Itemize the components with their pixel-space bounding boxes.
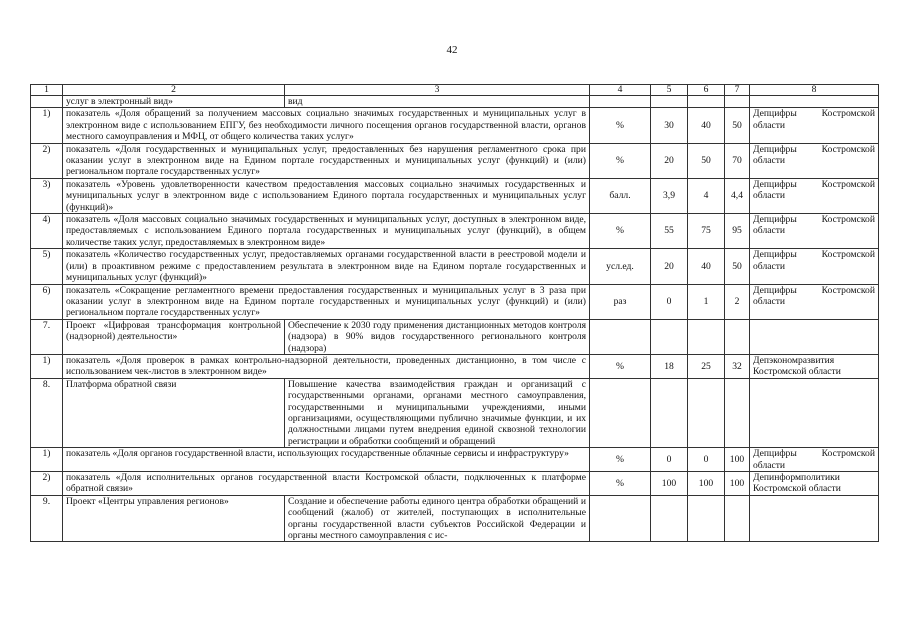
row-description: показатель «Доля исполнительных органов государственной власти Костромской области, подключенных к платформе обратной связи» (63, 472, 590, 496)
row-description: показатель «Доля государственных и муниципальных услуг, предоставленных без нарушения регламентного срока при оказании услуг в электронном виде на Едином портале государственных и муниципальных услуг (функций) и (или) региональном портале государственных услуг» (63, 143, 590, 178)
row-unit: раз (590, 284, 651, 319)
row-description: показатель «Доля обращений за получением массовых социально значимых государственных и муниципальных услуг в электронном виде с использованием ЕПГУ, без необходимости личного посещения органов государственной власти, органов местного самоуправления и МФЦ, от общего количества таких услуг» (63, 108, 590, 143)
row-description: услуг в электронный вид» (63, 96, 285, 108)
row-value-1 (651, 495, 688, 542)
row-value-2: 0 (688, 448, 725, 472)
row-responsible (750, 378, 879, 447)
row-description: показатель «Доля проверок в рамках контрольно-надзорной деятельности, проведенных дистанционно, в том числе с использованием чек-листов в электронном виде» (63, 354, 590, 378)
row-value-2 (688, 96, 725, 108)
row-value-1: 18 (651, 354, 688, 378)
row-value-2: 50 (688, 143, 725, 178)
row-value-3 (725, 495, 750, 542)
row-description: показатель «Доля массовых социально значимых государственных и муниципальных услуг, доступных в электронном виде, предоставляемых с использованием Единого портала государственных и муниципальных услуг (функций), в общем количестве таких услуг, предоставляемых в электронном виде» (63, 214, 590, 249)
header-row (31, 85, 879, 96)
row-value-1 (651, 378, 688, 447)
column-header: 1 (31, 85, 63, 96)
table-row (31, 495, 879, 542)
row-value-1: 100 (651, 472, 688, 496)
row-value-2 (688, 495, 725, 542)
row-description: показатель «Сокращение регламентного времени предоставления государственных и муниципальных услуг в 3 раза при оказании услуг в электронном виде на Едином портале государственных и муниципальных услуг (функций) и (или) региональном портале государственных услуг» (63, 284, 590, 319)
row-value-2: 40 (688, 108, 725, 143)
row-responsible: Депцифры Костромской области (750, 249, 879, 284)
row-unit: % (590, 108, 651, 143)
column-header: 8 (750, 85, 879, 96)
row-responsible: Депэкономразвития Костромской области (750, 354, 879, 378)
column-header: 4 (590, 85, 651, 96)
row-value-3 (725, 378, 750, 447)
table-row (31, 178, 879, 213)
column-header: 6 (688, 85, 725, 96)
row-description: Проект «Центры управления регионов» (63, 495, 285, 542)
row-number: 1) (31, 354, 63, 378)
table-row (31, 108, 879, 143)
row-description: показатель «Уровень удовлетворенности качеством предоставления массовых социально значимых государственных и муниципальных услуг в электронном виде с использованием Единого портала государственных и муниципальных услуг (функций)» (63, 178, 590, 213)
row-description: показатель «Доля органов государственной власти, использующих государственные облачные сервисы и инфраструктуру» (63, 448, 590, 472)
row-unit (590, 319, 651, 354)
row-result: Создание и обеспечение работы единого центра обработки обращений и сообщений (жалоб) от жителей, поступающих в исполнительные органы государственной власти субъектов Российской Федерации и органы местного самоуправления с ис- (285, 495, 590, 542)
table-row (31, 448, 879, 472)
row-value-1: 20 (651, 249, 688, 284)
row-unit (590, 96, 651, 108)
row-unit: % (590, 143, 651, 178)
row-number: 7. (31, 319, 63, 354)
row-value-2 (688, 319, 725, 354)
row-value-2: 40 (688, 249, 725, 284)
row-responsible: Депцифры Костромской области (750, 178, 879, 213)
row-value-3 (725, 319, 750, 354)
row-responsible (750, 96, 879, 108)
table-row (31, 284, 879, 319)
table-row (31, 214, 879, 249)
row-value-1: 30 (651, 108, 688, 143)
row-value-3: 4,4 (725, 178, 750, 213)
row-value-3: 2 (725, 284, 750, 319)
row-unit: балл. (590, 178, 651, 213)
row-number: 2) (31, 472, 63, 496)
row-responsible: Депинформполитики Костромской области (750, 472, 879, 496)
row-description: Платформа обратной связи (63, 378, 285, 447)
column-header: 2 (63, 85, 285, 96)
row-number: 5) (31, 249, 63, 284)
row-result: Повышение качества взаимодействия граждан и организаций с государственными органами, органами местного самоуправления, государственными и муниципальными учреждениями, иными организациями, осуществляющими публично значимые функции, и их должностными лицами путем внедрения единой сквозной технологии регистрации и обработки сообщений и обращений (285, 378, 590, 447)
row-result: Обеспечение к 2030 году применения дистанционных методов контроля (надзора) в 90% видов государственного регионального контроля (надзора) (285, 319, 590, 354)
table-row (31, 319, 879, 354)
row-value-3: 100 (725, 472, 750, 496)
row-value-3: 50 (725, 249, 750, 284)
row-unit: % (590, 472, 651, 496)
row-value-1: 0 (651, 284, 688, 319)
table-row (31, 378, 879, 447)
table-row (31, 96, 879, 108)
page-number: 42 (446, 44, 458, 56)
row-value-3: 95 (725, 214, 750, 249)
row-value-3: 100 (725, 448, 750, 472)
row-unit (590, 378, 651, 447)
row-value-3: 32 (725, 354, 750, 378)
row-result: вид (285, 96, 590, 108)
row-description: Проект «Цифровая трансформация контрольной (надзорной) деятельности» (63, 319, 285, 354)
row-number: 9. (31, 495, 63, 542)
row-number: 8. (31, 378, 63, 447)
row-responsible (750, 319, 879, 354)
row-value-1: 55 (651, 214, 688, 249)
row-unit: усл.ед. (590, 249, 651, 284)
column-header: 5 (651, 85, 688, 96)
row-unit: % (590, 448, 651, 472)
row-value-1: 0 (651, 448, 688, 472)
row-value-1: 20 (651, 143, 688, 178)
data-table (30, 84, 879, 542)
row-value-2: 1 (688, 284, 725, 319)
row-value-3 (725, 96, 750, 108)
row-number: 2) (31, 143, 63, 178)
row-responsible (750, 495, 879, 542)
row-value-2: 75 (688, 214, 725, 249)
row-number: 4) (31, 214, 63, 249)
row-number: 1) (31, 448, 63, 472)
row-value-2: 100 (688, 472, 725, 496)
row-unit (590, 495, 651, 542)
row-value-2: 4 (688, 178, 725, 213)
row-value-3: 50 (725, 108, 750, 143)
row-value-2: 25 (688, 354, 725, 378)
row-number: 3) (31, 178, 63, 213)
row-value-1 (651, 319, 688, 354)
row-value-3: 70 (725, 143, 750, 178)
row-responsible: Депцифры Костромской области (750, 284, 879, 319)
table-row (31, 143, 879, 178)
table-row (31, 354, 879, 378)
row-responsible: Депцифры Костромской области (750, 143, 879, 178)
column-header: 3 (285, 85, 590, 96)
row-value-1: 3,9 (651, 178, 688, 213)
row-number: 1) (31, 108, 63, 143)
table-row (31, 472, 879, 496)
row-description: показатель «Количество государственных услуг, предоставляемых органами государственной власти в реестровой модели и (или) в проактивном режиме с предоставлением результата в электронном виде на Едином портале государственных и муниципальных услуг (функций)» (63, 249, 590, 284)
column-header: 7 (725, 85, 750, 96)
row-responsible: Депцифры Костромской области (750, 108, 879, 143)
table-row (31, 249, 879, 284)
row-number: 6) (31, 284, 63, 319)
row-value-2 (688, 378, 725, 447)
row-number (31, 96, 63, 108)
row-unit: % (590, 354, 651, 378)
row-responsible: Депцифры Костромской области (750, 448, 879, 472)
row-responsible: Депцифры Костромской области (750, 214, 879, 249)
row-value-1 (651, 96, 688, 108)
row-unit: % (590, 214, 651, 249)
